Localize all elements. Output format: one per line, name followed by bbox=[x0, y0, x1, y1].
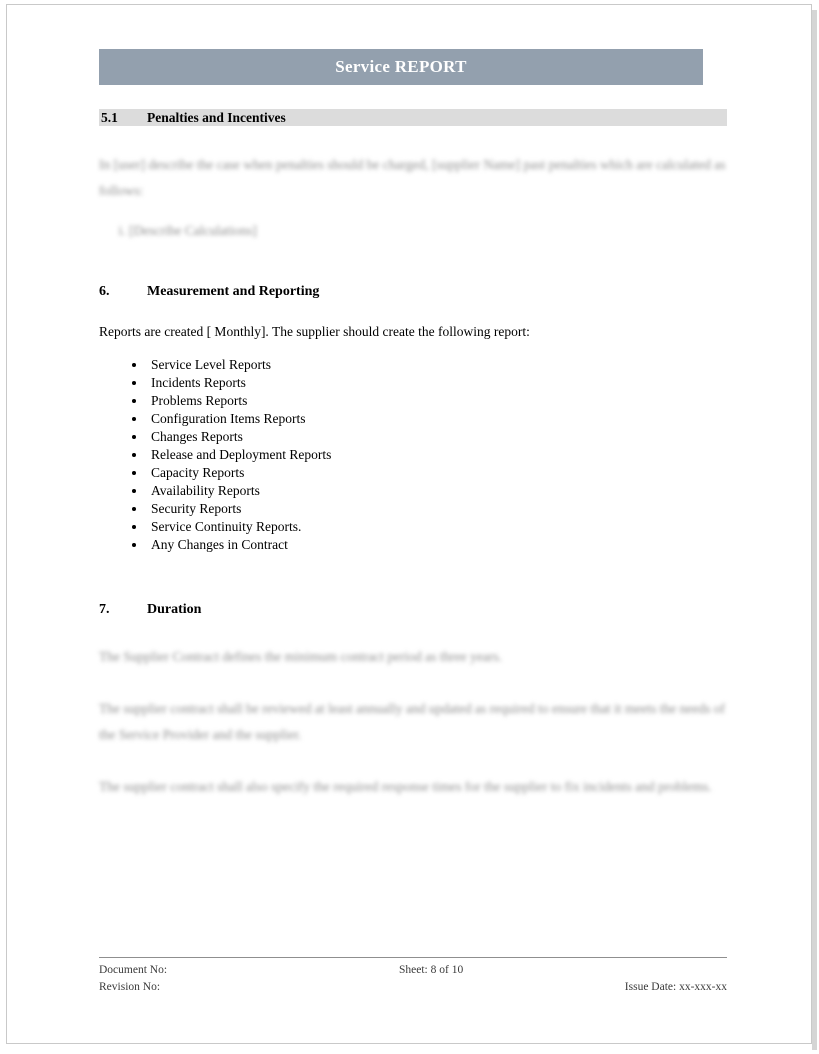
list-item: • Availability Reports bbox=[147, 482, 727, 500]
list-item: • Incidents Reports bbox=[147, 374, 727, 392]
list-item: • Service Level Reports bbox=[147, 356, 727, 374]
footer-bottom-mid-spacer bbox=[399, 979, 599, 996]
section-5-1-paragraph: In [user] describe the case when penalties should be charged, [supplier Name] past penalties which are calculated as follows: bbox=[99, 157, 726, 198]
footer-row-top bbox=[99, 962, 727, 979]
document-title-banner bbox=[99, 49, 703, 85]
list-item: • Changes Reports bbox=[147, 428, 727, 446]
page-title: Service REPORT bbox=[335, 57, 467, 76]
document-page bbox=[6, 4, 812, 1044]
list-item: • Service Continuity Reports. bbox=[147, 518, 727, 536]
report-types-list bbox=[99, 356, 727, 554]
section-7-paragraph-2: The supplier contract shall be reviewed at least annually and updated as required to ensure that it meets the needs of the Service Provider and the supplier. bbox=[99, 701, 726, 742]
list-item: • Security Reports bbox=[147, 500, 727, 518]
footer-issue-date: Issue Date: xx-xxx-xx bbox=[624, 981, 727, 993]
section-heading-5-1 bbox=[99, 109, 727, 126]
footer-top-right-spacer bbox=[599, 962, 727, 979]
list-item: • Any Changes in Contract bbox=[147, 536, 727, 554]
section-label-7: Duration bbox=[147, 602, 202, 617]
section-6-intro: Reports are created [ Monthly]. The supplier should create the following report: bbox=[99, 324, 530, 339]
list-item: • Capacity Reports bbox=[147, 464, 727, 482]
section-heading-7 bbox=[99, 602, 727, 618]
section-label-6: Measurement and Reporting bbox=[147, 284, 320, 299]
list-item: • Release and Deployment Reports bbox=[147, 446, 727, 464]
section-7-paragraph-1: The Supplier Contract defines the minimum contract period as three years. bbox=[99, 649, 502, 664]
list-item: • Configuration Items Reports bbox=[147, 410, 727, 428]
footer-revision-no: Revision No: bbox=[99, 981, 161, 993]
section-heading-6 bbox=[99, 284, 727, 300]
section-5-1-list bbox=[99, 220, 727, 242]
page-footer bbox=[99, 957, 727, 996]
footer-sheet: Sheet: 8 of 10 bbox=[399, 964, 464, 976]
section-number-6: 6. bbox=[99, 284, 110, 299]
section-label-5-1: Penalties and Incentives bbox=[147, 109, 286, 125]
footer-document-no: Document No: bbox=[99, 964, 168, 976]
list-item: • Problems Reports bbox=[147, 392, 727, 410]
section-7-paragraph-3: The supplier contract shall also specify the required response times for the supplier to fix incidents and problems. bbox=[99, 779, 712, 794]
page-shadow bbox=[812, 10, 817, 1050]
footer-row-bottom bbox=[99, 979, 727, 996]
section-number-5-1: 5.1 bbox=[101, 109, 118, 125]
document-content bbox=[99, 49, 727, 800]
section-number-7: 7. bbox=[99, 602, 110, 617]
list-item: i. [Describe Calculations] bbox=[129, 220, 727, 242]
